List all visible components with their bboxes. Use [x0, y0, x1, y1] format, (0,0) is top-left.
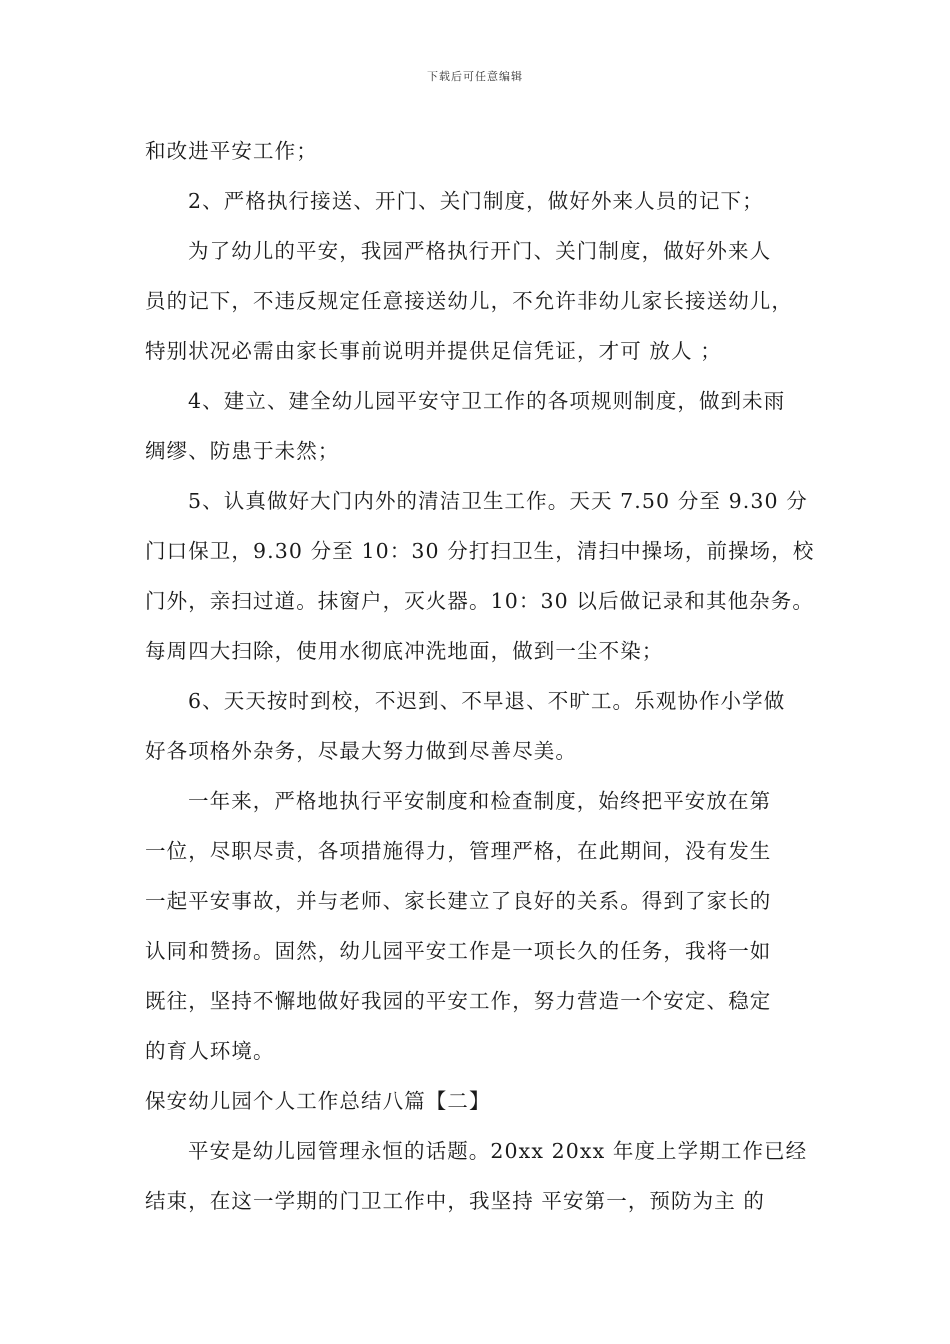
text-line: 好各项格外杂务，尽最大努力做到尽善尽美。: [145, 739, 577, 763]
text-line: 和改进平安工作；: [145, 139, 318, 163]
text-line: 结束，在这一学期的门卫工作中，我坚持 平安第一，预防为主 的: [145, 1189, 766, 1213]
text-line: 5、认真做好大门内外的清洁卫生工作。天天 7.50 分至 9.30 分: [188, 489, 808, 513]
text-line: 一起平安事故，并与老师、家长建立了良好的关系。得到了家长的: [145, 889, 772, 913]
text-line: 门外，亲扫过道。抹窗户，灭火器。10：30 以后做记录和其他杂务。: [145, 589, 814, 613]
text-line: 门口保卫，9.30 分至 10：30 分打扫卫生，清扫中操场，前操场，校: [145, 539, 815, 563]
text-line: 一位，尽职尽责，各项措施得力，管理严格，在此期间，没有发生: [145, 839, 772, 863]
text-line: 每周四大扫除，使用水彻底冲洗地面，做到一尘不染；: [145, 639, 664, 663]
text-line: 认同和赞扬。固然，幼儿园平安工作是一项长久的任务，我将一如: [145, 939, 772, 963]
text-line: 特别状况必需由家长事前说明并提供足信凭证，才可 放人 ；: [145, 339, 722, 363]
text-line: 的育人环境。: [145, 1039, 275, 1063]
text-line: 2、严格执行接送、开门、关门制度，做好外来人员的记下；: [188, 189, 764, 213]
text-line: 4、建立、建全幼儿园平安守卫工作的各项规则制度，做到未雨: [188, 389, 786, 413]
text-line: 为了幼儿的平安，我园严格执行开门、关门制度，做好外来人: [188, 239, 772, 263]
text-line: 一年来，严格地执行平安制度和检查制度，始终把平安放在第: [188, 789, 772, 813]
section-heading: 保安幼儿园个人工作总结八篇【二】: [145, 1089, 491, 1113]
text-line: 员的记下，不违反规定任意接送幼儿，不允许非幼儿家长接送幼儿，: [145, 289, 793, 313]
page-header: 下载后可任意编辑: [427, 70, 523, 83]
text-line: 既往，坚持不懈地做好我园的平安工作，努力营造一个安定、稳定: [145, 989, 772, 1013]
text-line: 平安是幼儿园管理永恒的话题。20xx 20xx 年度上学期工作已经: [188, 1139, 808, 1163]
text-line: 绸缪、防患于未然；: [145, 439, 340, 463]
text-line: 6、天天按时到校，不迟到、不早退、不旷工。乐观协作小学做: [188, 689, 786, 713]
document-body: [145, 126, 813, 1226]
